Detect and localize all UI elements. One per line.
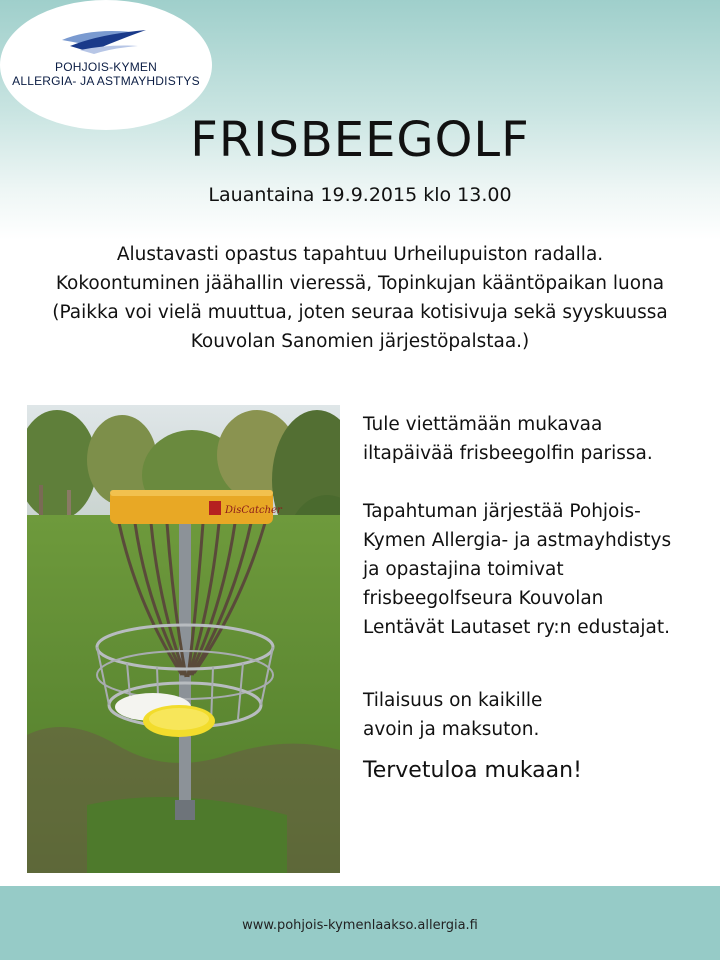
disc-golf-basket-photo	[27, 405, 340, 873]
footer	[0, 886, 720, 960]
page-title: FRISBEEGOLF	[190, 112, 530, 168]
description-line: iltapäivää frisbeegolfin parissa.	[363, 443, 653, 464]
description	[363, 410, 713, 785]
logo	[0, 0, 212, 130]
logo-text-line1: POHJOIS-KYMEN	[55, 60, 157, 74]
footer-url[interactable]: www.pohjois-kymenlaakso.allergia.fi	[242, 918, 478, 933]
description-line: Kymen Allergia- ja astmayhdistys	[363, 530, 672, 551]
description-line: Lentävät Lautaset ry:n edustajat.	[363, 617, 670, 638]
intro-paragraph	[0, 240, 720, 356]
description-line: frisbeegolfseura Kouvolan	[363, 588, 604, 609]
intro-line: (Paikka voi vielä muuttua, joten seuraa kotisivuja sekä syyskuussa	[52, 302, 668, 323]
description-line: Tule viettämään mukavaa	[363, 414, 603, 435]
description-line: Tapahtuman järjestää Pohjois-	[363, 501, 641, 522]
description-line: Tilaisuus on kaikille	[363, 690, 543, 711]
intro-line: Kouvolan Sanomien järjestöpalstaa.)	[190, 331, 530, 352]
description-line: avoin ja maksuton.	[363, 719, 540, 740]
welcome-text: Tervetuloa mukaan!	[363, 758, 582, 783]
basket-label: DisCatcher	[225, 505, 282, 516]
description-line: ja opastajina toimivat	[363, 559, 564, 580]
event-date: Lauantaina 19.9.2015 klo 13.00	[208, 184, 512, 206]
bird-swoosh-icon	[60, 26, 150, 56]
intro-line: Kokoontuminen jäähallin vieressä, Topinkujan kääntöpaikan luona	[55, 273, 665, 294]
logo-text-line2: ALLERGIA- JA ASTMAYHDISTYS	[12, 74, 200, 88]
intro-line: Alustavasti opastus tapahtuu Urheilupuiston radalla.	[116, 244, 604, 265]
